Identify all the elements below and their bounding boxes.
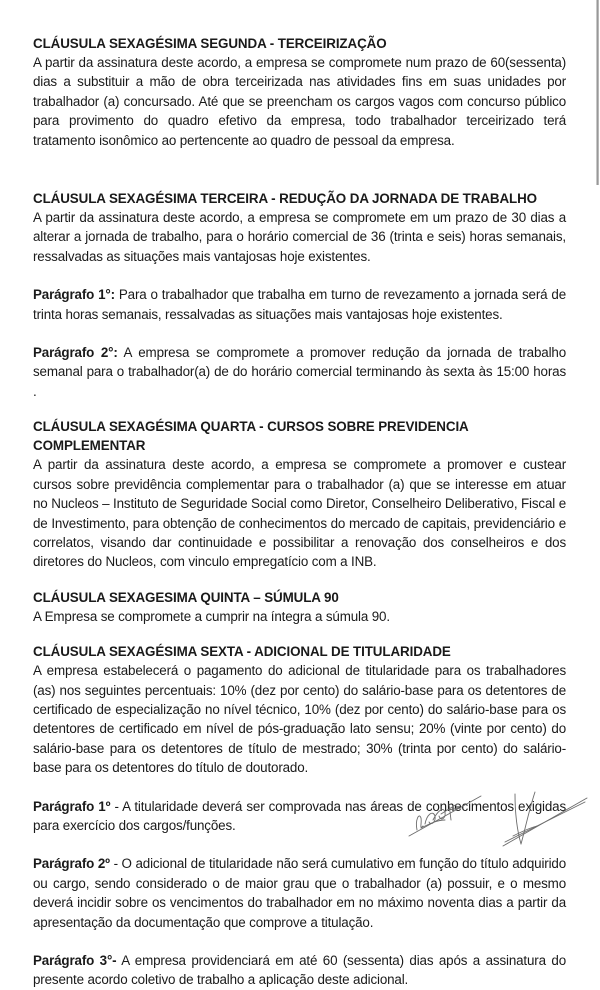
clause-title: CLÁUSULA SEXAGÉSIMA QUARTA - CURSOS SOBRE PREVIDENCIA COMPLEMENTAR <box>33 419 469 454</box>
paragraph-label: Parágrafo 1º <box>33 798 111 814</box>
scan-edge-shadow <box>596 0 599 185</box>
clause-62 <box>33 34 566 150</box>
paragraph-text: A empresa se compromete a promover redução da jornada de trabalho semanal para o trabalhador(a) de do horário comercial terminando às sexta às 15:00 horas . <box>33 345 566 399</box>
clause-body: A empresa estabelecerá o pagamento do adicional de titularidade para os trabalhadores (as) nos seguintes percentuais: 10% (dez por cento) do salário-base para os detentores de certificado de especialização no nível técnico, 10% (dez por cento) do salário-base para os detentores de certificado em nível de pós-graduação lato sensu; 20% (vinte por cento) do salário-base para os detentores de título de mestrado; 30% (trinta por cento) do salário-base para os detentores do título de doutorado. <box>33 663 566 776</box>
signature-initials-1 <box>405 790 485 840</box>
clause-63 <box>33 189 566 401</box>
paragraph-text: - A titularidade deverá ser comprovada nas áreas de conhecimentos exigidas para exercício dos cargos/funções. <box>33 798 566 833</box>
clause-paragraph <box>33 285 566 324</box>
clause-title: CLÁUSULA SEXAGESIMA QUINTA – SÚMULA 90 <box>33 589 339 605</box>
clause-title: CLÁUSULA SEXAGÉSIMA TERCEIRA - REDUÇÃO DA JORNADA DE TRABALHO <box>33 191 537 207</box>
clause-paragraph <box>33 343 566 401</box>
clause-paragraph <box>33 854 566 932</box>
paragraph-label: Parágrafo 2°: <box>33 345 118 361</box>
clause-body: A Empresa se compromete a cumprir na íntegra a súmula 90. <box>33 608 390 624</box>
paragraph-text: Para o trabalhador que trabalha em turno de revezamento a jornada será de trinta horas semanais, ressalvadas as situações mais vantajosas hoje existentes. <box>33 287 566 322</box>
clause-body: A partir da assinatura deste acordo, a empresa se compromete num prazo de 60(sessenta) dias a substituir a mão de obra terceirizada nas atividades fins em suas unidades por trabalhador (a) concursado. Até que se preencham os cargos vagos com concurso público para provimento do quadro efetivo da empresa, todo trabalhador terceirizado terá tratamento isonômico ao pertencente ao quadro de pessoal da empresa. <box>33 55 566 148</box>
clause-body: A partir da assinatura deste acordo, a empresa se compromete a promover e custear cursos sobre previdência complementar para o trabalhador (a) que se interesse em atuar no Nucleos – Instituto de Seguridade Social como Diretor, Conselheiro Deliberativo, Fiscal e de Investimento, para obtenção de conhecimentos do mercado de capitais, previdenciário e correlatos, visando dar continuidade e possibilitar a renovação dos conselheiros e dos diretores do Nucleos, com vinculo empregatício com a INB. <box>33 457 566 570</box>
paragraph-label: Parágrafo 1°: <box>33 287 115 303</box>
clause-title: CLÁUSULA SEXAGÉSIMA SEXTA - ADICIONAL DE TITULARIDADE <box>33 644 451 660</box>
clause-paragraph <box>33 951 566 990</box>
clause-66 <box>33 642 566 990</box>
clause-65 <box>33 588 566 626</box>
paragraph-text: - O adicional de titularidade não será cumulativo em função do título adquirido ou cargo, sendo considerado o de maior grau que o trabalhador (a) possuir, e o mesmo deverá incidir sobre os vencimentos do trabalhador em no máximo noventa dias a partir da apresentação da documentação que comprove a titulação. <box>33 856 567 930</box>
clause-title: CLÁUSULA SEXAGÉSIMA SEGUNDA - TERCEIRIZAÇÃO <box>33 36 387 51</box>
paragraph-text: A empresa providenciará em até 60 (sessenta) dias após a assinatura do presente acordo coletivo de trabalho a aplicação deste adicional. <box>33 953 566 988</box>
paragraph-label: Parágrafo 3°- <box>33 953 117 968</box>
document-page <box>33 34 566 990</box>
paragraph-label: Parágrafo 2º <box>33 856 110 872</box>
signature-initials-2 <box>495 790 595 849</box>
clause-paragraph <box>33 797 566 836</box>
clause-body: A partir da assinatura deste acordo, a empresa se compromete em um prazo de 30 dias a alterar a jornada de trabalho, para o horário comercial de 36 (trinta e seis) horas semanais, ressalvadas as situações mais vantajosas hoje existentes. <box>33 210 566 264</box>
clause-64 <box>33 417 566 571</box>
